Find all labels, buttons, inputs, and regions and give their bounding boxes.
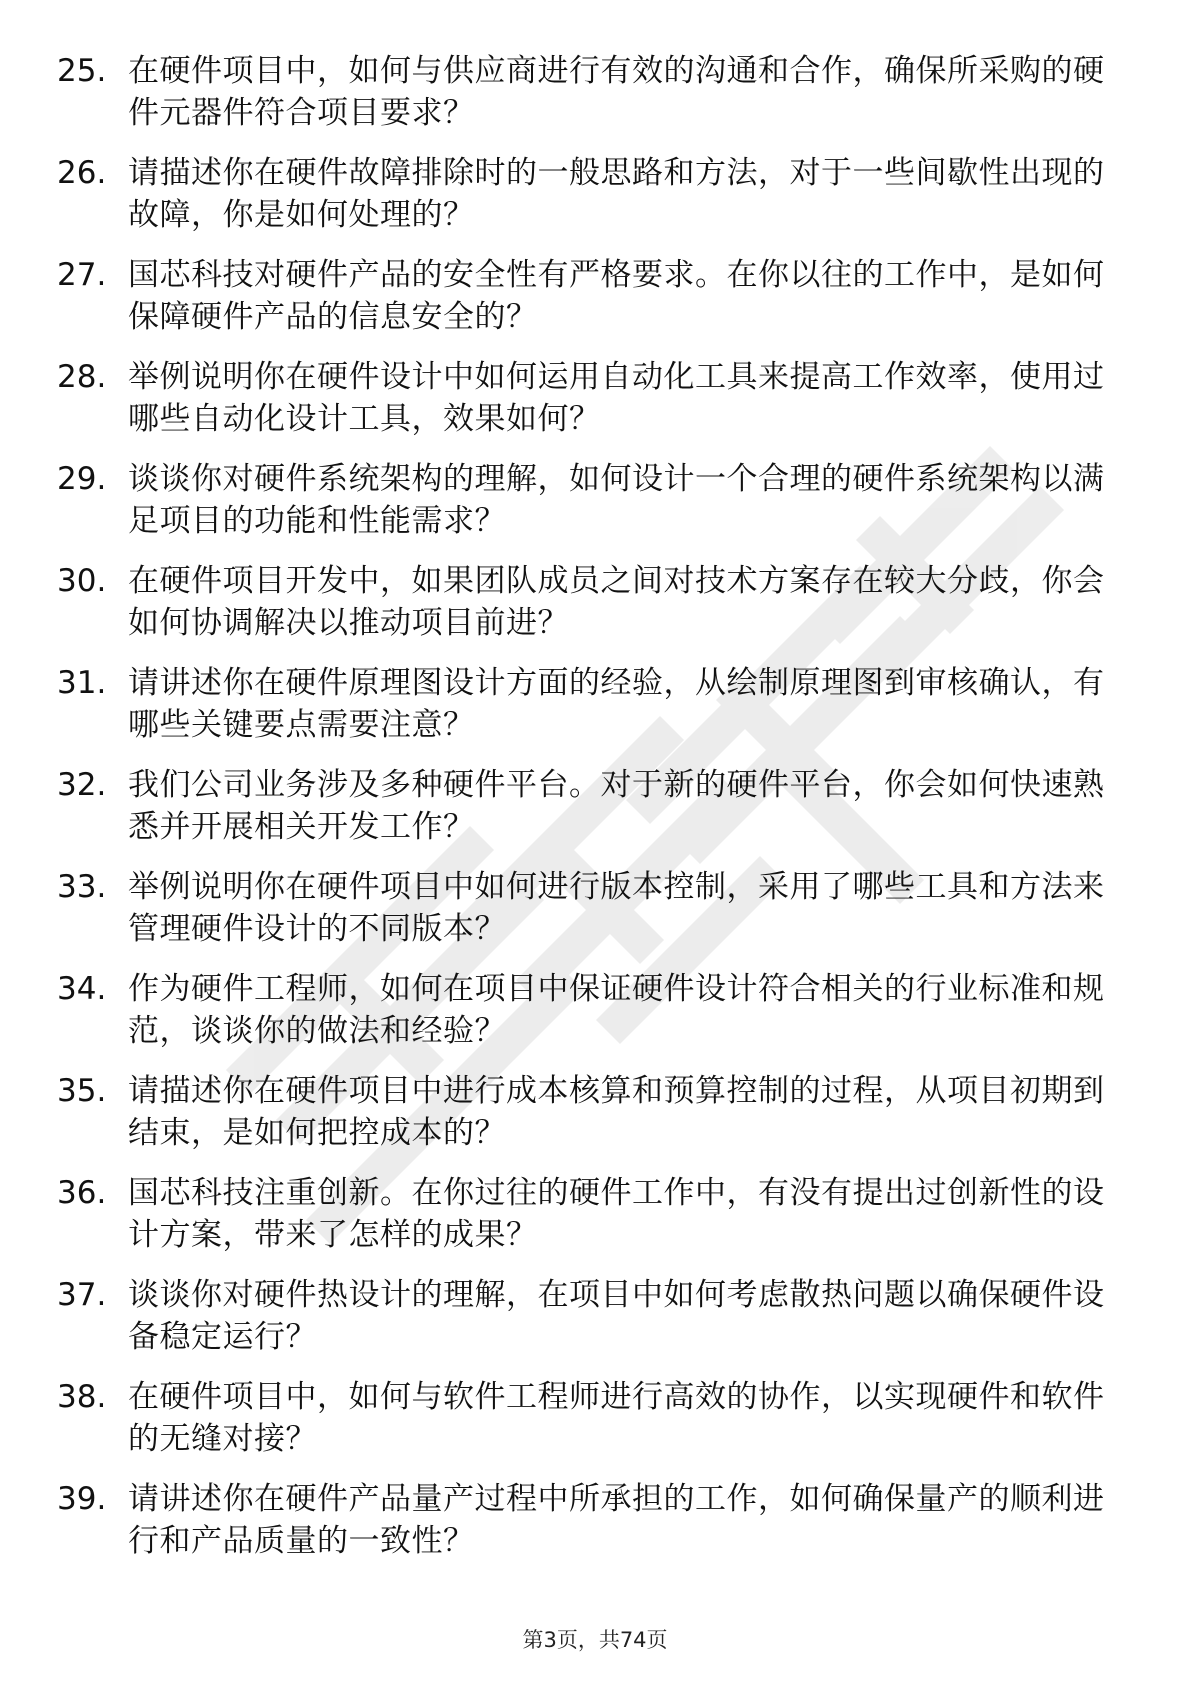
question-item (0, 254, 1190, 356)
question-item (0, 560, 1190, 662)
question-text: 我们公司业务涉及多种硬件平台。对于新的硬件平台，你会如何快速熟悉并开展相关开发工作？ (128, 767, 1105, 845)
question-list (0, 50, 1190, 1580)
question-text: 国芯科技对硬件产品的安全性有严格要求。在你以往的工作中，是如何保障硬件产品的信息安全的？ (128, 257, 1105, 335)
question-number: 28. (57, 359, 107, 395)
question-text: 请讲述你在硬件产品量产过程中所承担的工作，如何确保量产的顺利进行和产品质量的一致性？ (128, 1481, 1105, 1559)
question-number: 39. (57, 1481, 107, 1517)
question-text: 举例说明你在硬件项目中如何进行版本控制，采用了哪些工具和方法来管理硬件设计的不同版本？ (128, 869, 1105, 947)
question-text: 举例说明你在硬件设计中如何运用自动化工具来提高工作效率，使用过哪些自动化设计工具，效果如何？ (128, 359, 1105, 437)
question-number: 36. (57, 1175, 107, 1211)
question-number: 25. (57, 53, 107, 89)
question-text: 在硬件项目开发中，如果团队成员之间对技术方案存在较大分歧，你会如何协调解决以推动项目前进？ (128, 563, 1105, 641)
question-item (0, 1376, 1190, 1478)
page-number-label: 第3页，共74页 (522, 1628, 668, 1652)
question-number: 32. (57, 767, 107, 803)
question-text: 在硬件项目中，如何与供应商进行有效的沟通和合作，确保所采购的硬件元器件符合项目要求？ (128, 53, 1105, 131)
question-item (0, 1274, 1190, 1376)
question-text: 请描述你在硬件项目中进行成本核算和预算控制的过程，从项目初期到结束，是如何把控成本的？ (128, 1073, 1105, 1151)
question-text: 在硬件项目中，如何与软件工程师进行高效的协作，以实现硬件和软件的无缝对接？ (128, 1379, 1105, 1457)
question-number: 38. (57, 1379, 107, 1415)
question-text: 作为硬件工程师，如何在项目中保证硬件设计符合相关的行业标准和规范，谈谈你的做法和经验？ (128, 971, 1105, 1049)
question-text: 国芯科技注重创新。在你过往的硬件工作中，有没有提出过创新性的设计方案，带来了怎样的成果？ (128, 1175, 1105, 1253)
question-item (0, 356, 1190, 458)
question-item (0, 458, 1190, 560)
question-item (0, 764, 1190, 866)
question-text: 谈谈你对硬件系统架构的理解，如何设计一个合理的硬件系统架构以满足项目的功能和性能需求？ (128, 461, 1105, 539)
question-item (0, 50, 1190, 152)
question-text: 请讲述你在硬件原理图设计方面的经验，从绘制原理图到审核确认，有哪些关键要点需要注意？ (128, 665, 1105, 743)
question-item (0, 152, 1190, 254)
question-number: 34. (57, 971, 107, 1007)
question-item (0, 1070, 1190, 1172)
question-number: 27. (57, 257, 107, 293)
question-item (0, 662, 1190, 764)
question-number: 29. (57, 461, 107, 497)
question-text: 谈谈你对硬件热设计的理解，在项目中如何考虑散热问题以确保硬件设备稳定运行？ (128, 1277, 1105, 1355)
question-item (0, 866, 1190, 968)
page-footer (0, 1624, 1190, 1654)
question-number: 30. (57, 563, 107, 599)
question-number: 31. (57, 665, 107, 701)
question-item (0, 968, 1190, 1070)
question-number: 37. (57, 1277, 107, 1313)
question-number: 35. (57, 1073, 107, 1109)
question-item (0, 1478, 1190, 1580)
question-text: 请描述你在硬件故障排除时的一般思路和方法，对于一些间歇性出现的故障，你是如何处理的？ (128, 155, 1105, 233)
question-number: 26. (57, 155, 107, 191)
question-item (0, 1172, 1190, 1274)
question-number: 33. (57, 869, 107, 905)
